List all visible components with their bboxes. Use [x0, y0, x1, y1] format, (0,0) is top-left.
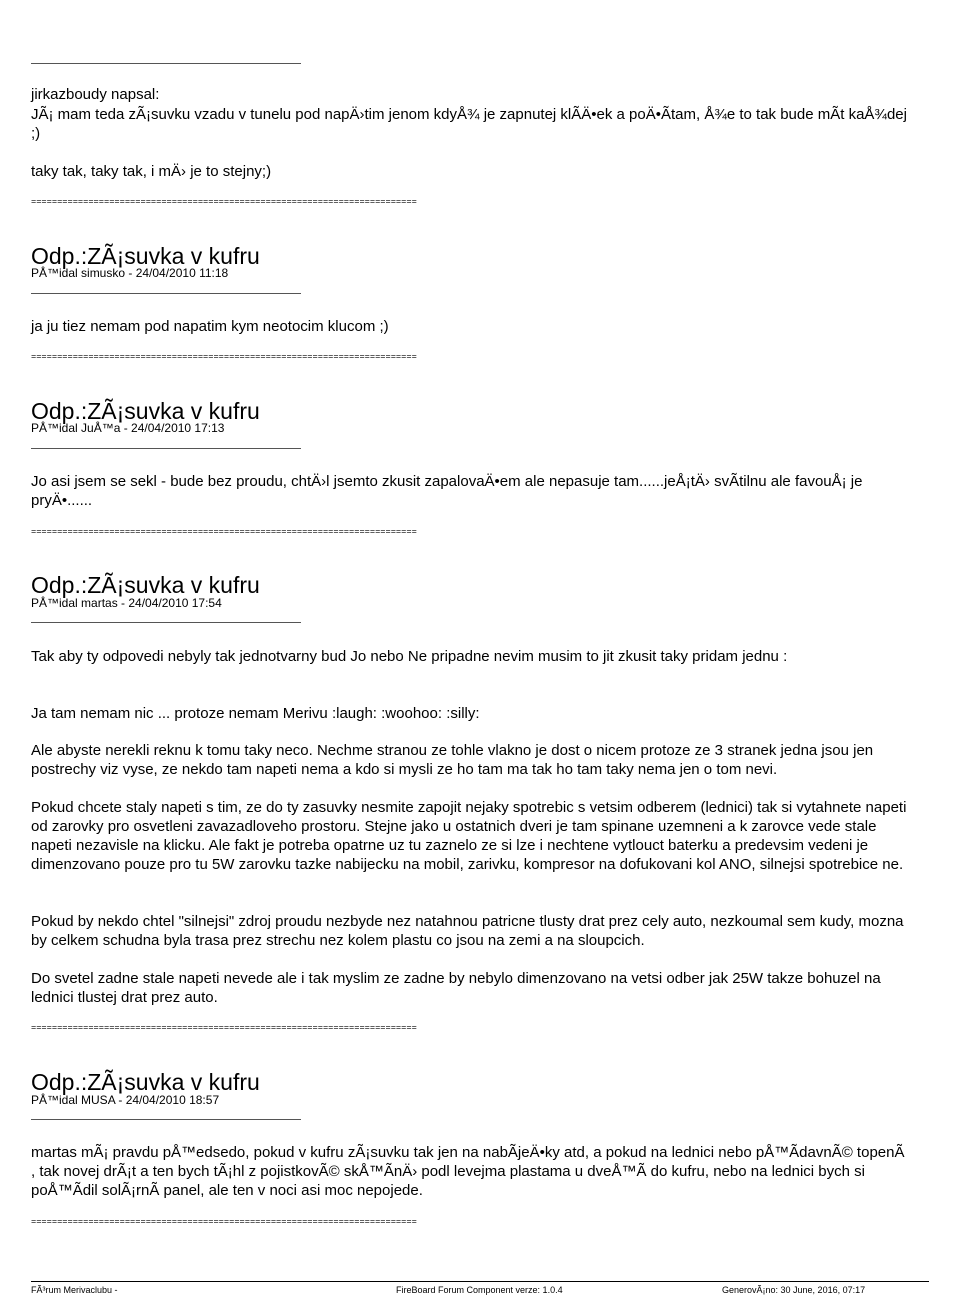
- separator-line: ==========================================================================: [31, 1023, 417, 1033]
- post-divider: [31, 63, 301, 64]
- reply-text: taky tak, taky tak, i mÄ› je to stejny;): [31, 163, 272, 180]
- post-title: Odp.:ZÃ¡suvka v kufru: [31, 1069, 260, 1095]
- post-body: , tak novej drÃ¡t a ten bych tÃ¡hl z pojistkovÃ© skÅ™ÃnÄ› podl levejma plastama u dveÅ™Ã do kufru, nebo na lednici bych si: [31, 1163, 865, 1180]
- post-body: ja ju tiez nemam pod napatim kym neotocim klucom ;): [31, 318, 389, 335]
- post-body: Tak aby ty odpovedi nebyly tak jednotvarny bud Jo nebo Ne pripadne nevim musim to jit zkusit taky pridam jednu :: [31, 648, 788, 665]
- post-body: Ale abyste nerekli reknu k tomu taky neco. Nechme stranou ze tohle vlakno je dost o nicem protoze ze 3 stranek jedna jsou jen postrechy viz vyse, ze nekdo tam napeti nema a kdo si mysli ze ho tam ma tak ho tam taky nema jen o tom nevi.: [31, 742, 874, 778]
- post-body: Pokud by nekdo chtel "silnejsi" zdroj proudu nezbyde nez natahnou patricne tlusty drat prez cely auto, nezkoumal sem kudy, mozna by celkem schudna byla trasa prez strechu nez kolem plastu co jsou na zemi a na sloupcich.: [31, 913, 904, 949]
- footer-generated: GenerovÃ¡no: 30 June, 2016, 07:17: [722, 1285, 866, 1295]
- post-divider: [31, 293, 301, 294]
- post-title: Odp.:ZÃ¡suvka v kufru: [31, 572, 260, 598]
- separator-line: ==========================================================================: [31, 352, 417, 362]
- quote-author: jirkazboudy napsal:: [31, 86, 160, 103]
- footer-component: FireBoard Forum Component verze: 1.0.4: [396, 1285, 563, 1295]
- post-divider: [31, 622, 301, 623]
- post-meta: PÅ™idal JuÅ™a - 24/04/2010 17:13: [31, 421, 225, 435]
- quote-text: ;): [31, 125, 41, 142]
- separator-line: ==========================================================================: [31, 1217, 417, 1227]
- post-body: Ja tam nemam nic ... protoze nemam Merivu :laugh: :woohoo: :silly:: [31, 705, 480, 722]
- post-body: Do svetel zadne stale napeti nevede ale i tak myslim ze zadne by nebylo dimenzovano na vetsi odber jak 25W takze bohuzel na lednici tlustej drat prez auto.: [31, 970, 881, 1006]
- post-body: Jo asi jsem se sekl - bude bez proudu, chtÄ›l jsemto zkusit zapalovaÄ•em ale nepasuje tam......jeÅ¡tÄ› svÃtilnu ale favouÅ¡ je pryÄ•......: [31, 473, 863, 509]
- separator-line: ==========================================================================: [31, 197, 417, 207]
- post-body: poÅ™Ãdil solÃ¡rnÃ panel, ale ten v noci asi moc nepojede.: [31, 1182, 423, 1199]
- post-divider: [31, 1119, 301, 1120]
- post-divider: [31, 448, 301, 449]
- footer-rule: [31, 1281, 929, 1282]
- footer-forum-name: FÃ³rum Merivaclubu -: [31, 1285, 118, 1295]
- post-meta: PÅ™idal martas - 24/04/2010 17:54: [31, 596, 222, 610]
- post-meta: PÅ™idal MUSA - 24/04/2010 18:57: [31, 1093, 220, 1107]
- post-title: Odp.:ZÃ¡suvka v kufru: [31, 243, 260, 269]
- post-body: Pokud chcete staly napeti s tim, ze do ty zasuvky nesmite zapojit nejaky spotrebic s vetsim odberem (lednici) tak si vytahnete napeti od zarovky pro osvetleni zavazadloveho prostoru. Stejne jako u ostatnich dveri je tam spinane uzemneni a k zarovce vede stale napeti nezavisle na klicku. Ale fakt je potreba opatrne uz tu zaznelo ze si lze i nechtene vytlouct baterku a predevsim vedeni je dimenzovano pouze pro tu 5W zarovku tazke nabijecku na mobil, zarivku, kompresor na dofukovani kol ANO, silnejsi spotrebice ne.: [31, 799, 907, 873]
- quote-text: JÃ¡ mam teda zÃ¡suvku vzadu v tunelu pod napÄ›tim jenom kdyÅ¾ je zapnutej klÃÄ•ek a poÄ•Ãtam, Å¾e to tak bude mÃt kaÅ¾dej: [31, 106, 907, 123]
- separator-line: ==========================================================================: [31, 527, 417, 537]
- post-meta: PÅ™idal simusko - 24/04/2010 11:18: [31, 266, 229, 280]
- post-title: Odp.:ZÃ¡suvka v kufru: [31, 398, 260, 424]
- post-body: martas mÃ¡ pravdu pÅ™edsedo, pokud v kufru zÃ¡suvku tak jen na nabÃjeÄ•ky atd, a pokud na lednici nebo pÅ™ÃdavnÃ© topenÃ: [31, 1144, 905, 1161]
